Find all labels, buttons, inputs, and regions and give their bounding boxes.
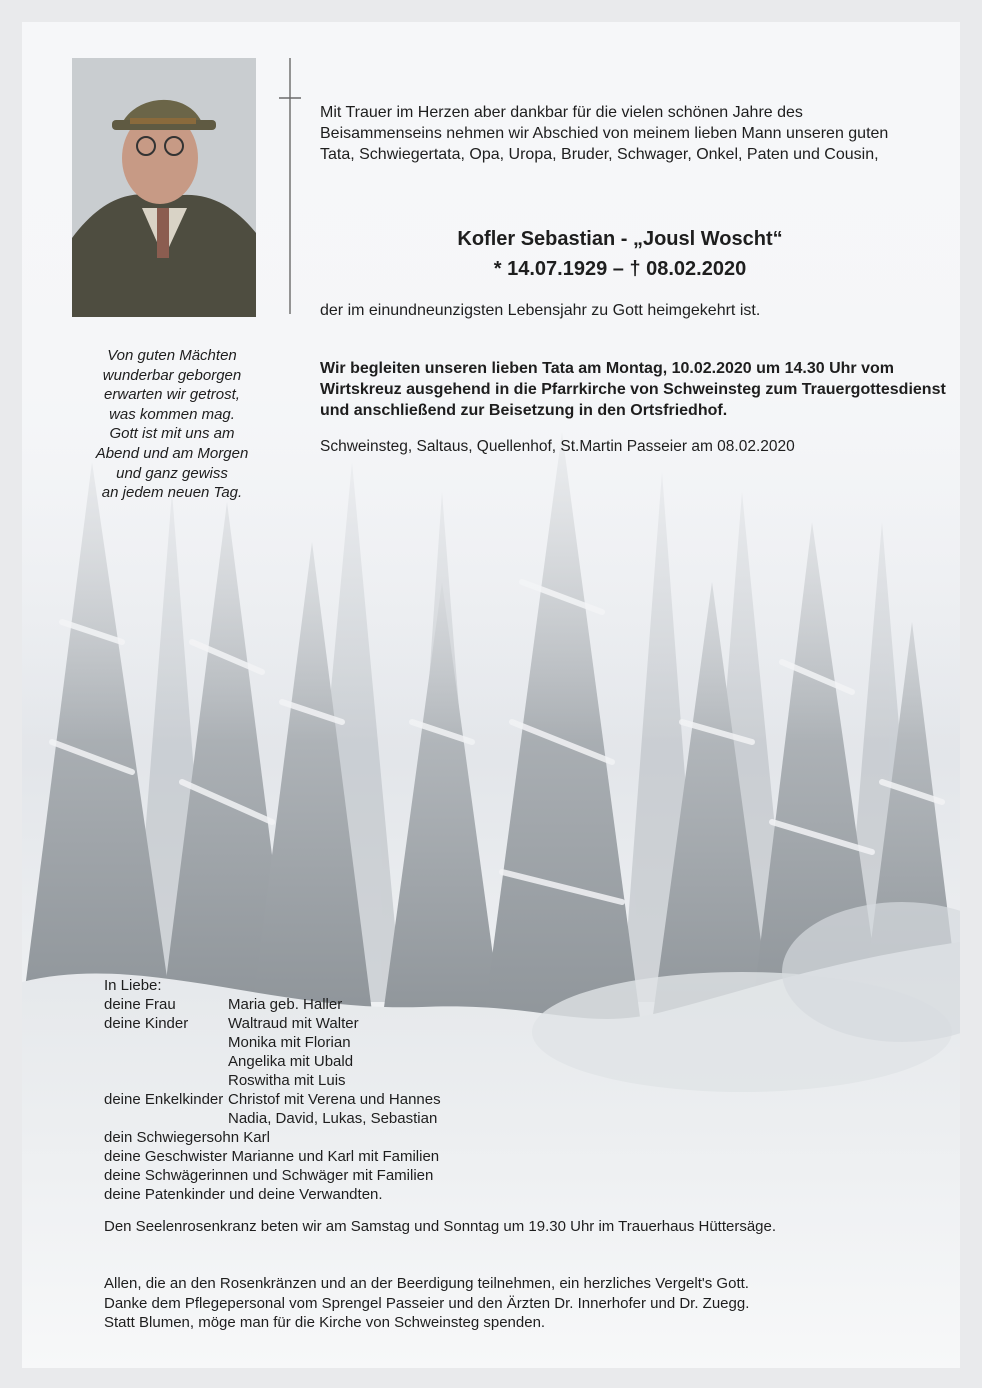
- thanks-line: Danke dem Pflegepersonal vom Sprengel Passeier und den Ärzten Dr. Innerhofer und Dr. Zuegg.: [104, 1294, 750, 1312]
- relation-row: [104, 1052, 664, 1071]
- poem-line: Abend und am Morgen: [95, 444, 249, 462]
- passing-text: der im einundneunzigsten Lebensjahr zu Gott heimgekehrt ist.: [320, 302, 761, 319]
- relation-name: Maria geb. Haller: [228, 996, 343, 1013]
- poem: [62, 346, 282, 503]
- family-heading: In Liebe:: [104, 977, 162, 994]
- relation-name: Christof mit Verena und Hannes: [228, 1091, 441, 1108]
- poem-line: wunderbar geborgen: [102, 366, 242, 384]
- relation-label: deine Frau: [104, 996, 176, 1013]
- burial-announcement: Wir begleiten unseren lieben Tata am Montag, 10.02.2020 um 14.30 Uhr vom Wirtskreuz ausgehend in die Pfarrkirche von Schweinsteg zum Trauergottesdienst und anschließend zur Beisetzung in den Ortsfriedhof.: [320, 360, 946, 419]
- relation-row: [104, 995, 664, 1014]
- relation-label: deine Kinder: [104, 1015, 189, 1032]
- relation-name: Roswitha mit Luis: [228, 1072, 346, 1089]
- relation-row: [104, 1071, 664, 1090]
- intro-text: Mit Trauer im Herzen aber dankbar für die vielen schönen Jahre des Beisammenseins nehmen wir Abschied von meinem lieben Mann unseren guten Tata, Schwiegertata, Opa, Uropa, Bruder, Schwager, Onkel, Paten und Cousin,: [320, 104, 889, 163]
- family-line: deine Schwägerinnen und Schwäger mit Familien: [104, 1167, 434, 1184]
- place-and-date: Schweinsteg, Saltaus, Quellenhof, St.Martin Passeier am 08.02.2020: [320, 438, 795, 455]
- deceased-block: [320, 224, 920, 284]
- thanks-line: Statt Blumen, möge man für die Kirche von Schweinsteg spenden.: [104, 1314, 546, 1331]
- relation-row: [104, 1090, 664, 1109]
- relation-name: Monika mit Florian: [228, 1034, 351, 1051]
- family-list: [104, 976, 664, 1204]
- poem-line: und ganz gewiss: [116, 464, 228, 482]
- relation-name: Waltraud mit Walter: [228, 1015, 359, 1032]
- relation-label: deine Enkelkinder: [104, 1091, 224, 1108]
- thanks-line: Allen, die an den Rosenkränzen und an der Beerdigung teilnehmen, ein herzliches Vergelt's Gott.: [104, 1275, 749, 1292]
- family-line: deine Patenkinder und deine Verwandten.: [104, 1186, 383, 1203]
- life-dates: * 14.07.1929 – † 08.02.2020: [493, 258, 747, 280]
- relation-name: Angelika mit Ubald: [228, 1053, 354, 1070]
- relation-row: [104, 1109, 664, 1128]
- family-line: dein Schwiegersohn Karl: [104, 1129, 270, 1146]
- poem-line: was kommen mag.: [109, 405, 235, 423]
- poem-line: Gott ist mit uns am: [109, 425, 235, 443]
- deceased-name: Kofler Sebastian - „Jousl Woscht“: [457, 228, 783, 250]
- rosary-notice: Den Seelenrosenkranz beten wir am Samstag und Sonntag um 19.30 Uhr im Trauerhaus Hüttersäge.: [104, 1218, 777, 1235]
- family-line: deine Geschwister Marianne und Karl mit Familien: [104, 1148, 440, 1165]
- poem-line: an jedem neuen Tag.: [101, 484, 243, 502]
- cross-icon: [279, 58, 301, 314]
- poem-line: Von guten Mächten: [107, 347, 237, 364]
- thanks-block: [104, 1274, 749, 1333]
- relation-name: Nadia, David, Lukas, Sebastian: [228, 1110, 438, 1127]
- portrait-photo: [72, 58, 256, 317]
- poem-line: erwarten wir getrost,: [104, 386, 240, 404]
- relation-row: [104, 1014, 664, 1033]
- relation-row: [104, 1033, 664, 1052]
- obituary-page: [22, 22, 960, 1368]
